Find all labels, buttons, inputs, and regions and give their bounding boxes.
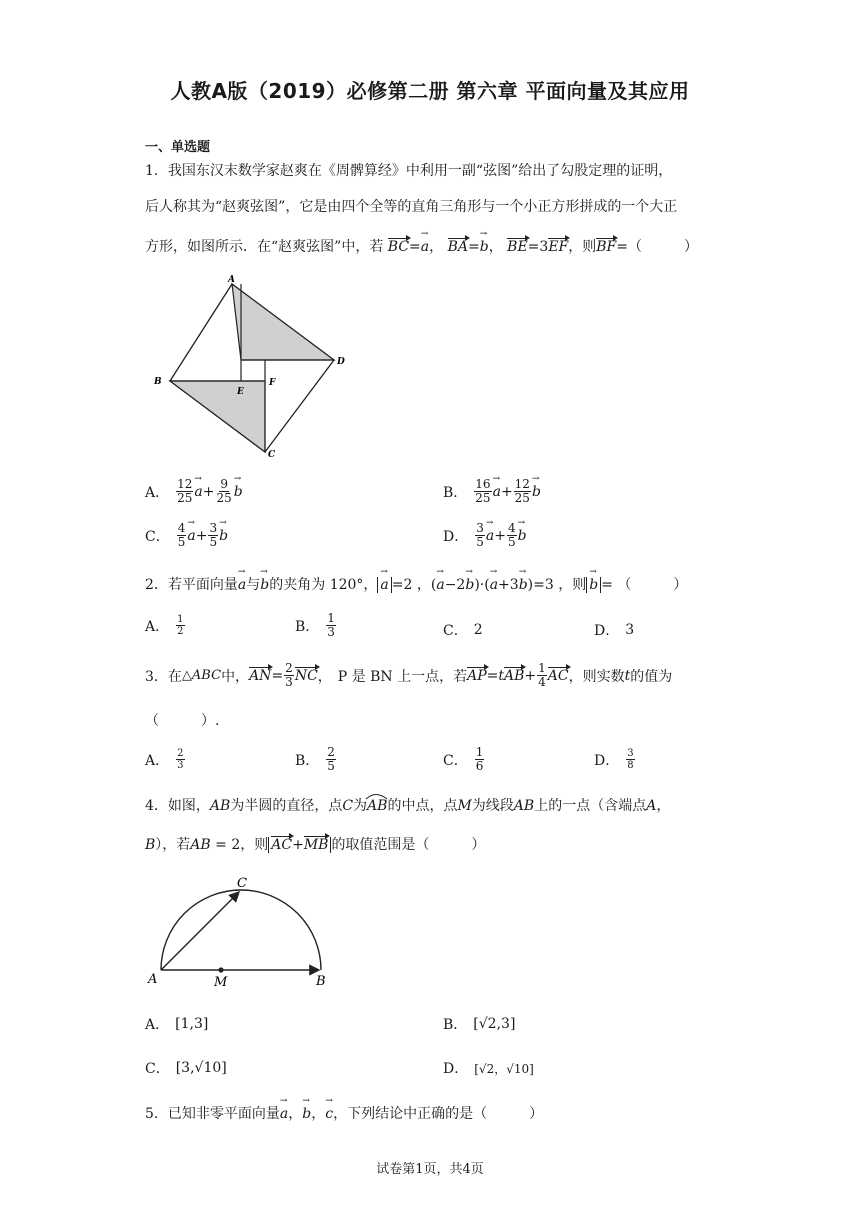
denominator: 3	[327, 625, 335, 639]
page-title: 人教A版（2019）必修第二册 第六章 平面向量及其应用	[170, 79, 690, 103]
denominator: 2	[177, 626, 184, 637]
option-label: D．	[594, 623, 620, 639]
fraction	[626, 748, 634, 771]
option-label: C．	[443, 752, 468, 769]
option-label: B．	[443, 1017, 468, 1033]
option-label: D．	[443, 528, 469, 545]
vec-ac: AC	[547, 667, 569, 684]
q3-stem: 3．在 △ABC 中， AN = $\frac{2}{3}$ NC ， P 是 BN 上一点，若 AP = t AB + $\frac{1}{4}$ AC ，则实数 t 的值为	[145, 661, 673, 689]
vec-a: a →	[421, 239, 429, 255]
fraction	[475, 746, 485, 773]
vec-b: b →	[480, 239, 489, 255]
numerator: 1	[475, 745, 484, 759]
fraction	[474, 478, 491, 505]
option-label: D．	[594, 752, 620, 769]
option-label: C．	[145, 528, 170, 545]
q1-option-c[interactable]: C． $\frac{4}{5}$ a → + $\frac{3}{5}$ b →	[145, 522, 228, 549]
option-label: A．	[145, 484, 170, 501]
q2-text: =2 ，	[391, 577, 431, 593]
q4-line-1: 4．如图，AB为半圆的直径，点C为AB 的中点，点M为线段AB上的一点（含端点A，	[145, 795, 670, 815]
numerator: 12	[514, 477, 530, 491]
denominator: 5	[507, 535, 516, 549]
shaded-triangle-bottom	[170, 381, 265, 452]
q4-option-a[interactable]	[145, 1014, 208, 1034]
vec-a: a →	[238, 577, 246, 593]
abs-ac-mb: AC+MB	[268, 837, 331, 853]
q1-line-1: 1．我国东汉末数学家赵爽在《周髀算经》中利用一副“弦图”给出了勾股定理的证明，	[145, 163, 673, 179]
vec-b: b →	[219, 528, 228, 544]
q4-text: ，则	[240, 837, 269, 853]
point-m	[218, 967, 223, 972]
denominator: 5	[476, 535, 484, 549]
fraction: $\frac{1}{4}$	[538, 661, 546, 689]
label-b: B	[154, 377, 162, 387]
vec-b: b →	[234, 484, 243, 500]
q4-text: 为半圆的直径，点	[230, 798, 343, 814]
option-label: B．	[443, 484, 468, 501]
q3-option-c[interactable]	[443, 746, 485, 773]
q3-text: P 是 BN 上一点，若	[337, 668, 468, 685]
fraction: $\frac{2}{3}$	[285, 661, 293, 689]
option-label: A．	[145, 618, 170, 635]
q4-option-d[interactable]	[443, 1058, 534, 1078]
q1-option-a[interactable]: A． $\frac{12}{25}$ a → + $\frac{9}{25}$ b →	[145, 478, 243, 505]
q3-text: 中，	[221, 668, 250, 685]
numerator: 2	[177, 748, 184, 759]
fraction	[176, 748, 184, 771]
vec-ef: EF	[548, 239, 569, 255]
q2-option-a[interactable]	[145, 614, 186, 637]
q1-option-b[interactable]: B． $\frac{16}{25}$ a → + $\frac{12}{25}$ b →	[443, 478, 541, 505]
option-value: [3,√10]	[175, 1060, 227, 1076]
abs-b: b →	[586, 577, 601, 593]
numerator: 1	[177, 614, 184, 625]
vec-a: a →	[187, 528, 195, 544]
option-label: B．	[295, 752, 320, 769]
label-a: A	[148, 972, 158, 987]
denominator: 5	[177, 535, 186, 549]
vec-bc: BC	[387, 239, 410, 255]
q4-text: 为线段	[471, 798, 514, 814]
q3-option-d[interactable]	[594, 748, 636, 771]
fraction	[475, 522, 485, 549]
q3-text: ，则实数	[568, 668, 625, 685]
q4-text: 的中点，点	[387, 798, 458, 814]
fraction	[216, 478, 233, 505]
numerator: 16	[475, 477, 491, 491]
option-label: C．	[443, 623, 468, 639]
q1-paren: （ ）	[628, 239, 698, 255]
numerator: 4	[507, 521, 516, 535]
vector-ac	[161, 892, 239, 970]
option-value: 3	[625, 622, 635, 638]
vec-bf: BF	[596, 239, 617, 255]
q2-text: 与	[246, 577, 261, 593]
denominator: 5	[327, 759, 335, 773]
q3-option-b[interactable]	[295, 746, 337, 773]
q2-text: 2．若平面向量	[145, 577, 238, 593]
option-value: [√2，√10]	[474, 1061, 534, 1076]
label-c: C	[268, 450, 276, 460]
vec-a: a →	[493, 484, 501, 500]
q2-stem: 2．若平面向量a →与b →的夹角为 120°， a → =2 ，(a →−2b →)·(a →+3b →)=3 ，则 b → = （ ）	[145, 574, 687, 594]
numerator: 3	[627, 748, 634, 759]
fraction	[177, 522, 187, 549]
fraction	[507, 522, 517, 549]
q3-option-a[interactable]	[145, 748, 186, 771]
q4-line-2: B），若AB = 2，则 AC+MB 的取值范围是（ ）	[145, 837, 486, 853]
vec-b: b →	[532, 484, 541, 500]
label-f: F	[269, 378, 276, 388]
q1-line-3: 方形，如图所示．在“赵爽弦图”中，若 BC=a →， BA=b →， BE=3EF，则BF=（ ）	[145, 236, 698, 256]
label-e: E	[237, 387, 244, 397]
denominator: 8	[627, 760, 634, 771]
denominator: 5	[209, 535, 218, 549]
label-c: C	[237, 876, 247, 891]
q1-line-2: 后人称其为“赵爽弦图”，它是由四个全等的直角三角形与一个小正方形拼成的一个大正	[145, 199, 678, 215]
arc-ab: AB	[367, 798, 387, 814]
vec-a: a →	[486, 528, 494, 544]
q1-tail: ，则	[568, 239, 597, 255]
q2-text: =3 ，则	[533, 577, 587, 593]
fraction	[514, 478, 531, 505]
option-value: 2	[473, 622, 483, 638]
fraction	[208, 522, 218, 549]
semicircle-figure	[145, 872, 345, 992]
denominator: 3	[177, 760, 184, 771]
q1-option-d[interactable]: D． $\frac{3}{5}$ a → + $\frac{4}{5}$ b →	[443, 522, 527, 549]
fraction	[176, 478, 193, 505]
denominator: 25	[216, 491, 232, 505]
q1-line-3-text: 方形，如图所示．在“赵爽弦图”中，若	[145, 239, 384, 255]
q4-text: 4．如图，	[145, 798, 210, 814]
section-heading: 一、单选题	[145, 140, 211, 155]
option-value: [√2,3]	[473, 1016, 516, 1032]
vec-an: AN	[249, 667, 272, 684]
q5-text: ，下列结论中正确的是（ ）	[333, 1106, 544, 1122]
q4-option-b[interactable]	[443, 1014, 515, 1034]
q3-text: 3．在	[145, 668, 182, 685]
numerator: 2	[327, 745, 335, 759]
q2-option-d[interactable]	[594, 620, 634, 640]
q2-text: 的夹角为 120°，	[269, 577, 378, 593]
numerator: 3	[209, 521, 218, 535]
q4-option-c[interactable]	[145, 1058, 227, 1078]
vec-b: b →	[518, 528, 527, 544]
q2-option-c[interactable]	[443, 620, 483, 640]
q4-text: 为	[353, 798, 368, 814]
label-m: M	[214, 975, 228, 990]
q4-text: ），若	[155, 837, 191, 853]
option-value: [1,3]	[175, 1016, 209, 1032]
shaded-triangle-top	[232, 284, 334, 360]
denominator: 25	[177, 491, 193, 505]
abs-a: a →	[377, 577, 391, 593]
label-b: B	[316, 974, 326, 989]
vec-ap: AP	[467, 667, 487, 684]
fraction	[326, 746, 336, 773]
vec-ba: BA	[447, 239, 468, 255]
option-label: C．	[145, 1061, 170, 1077]
numerator: 3	[476, 521, 484, 535]
q2-option-b[interactable]	[295, 612, 337, 639]
numerator: 1	[327, 611, 335, 625]
q4-text: 上的一点（含端点	[534, 798, 647, 814]
vec-nc: NC	[294, 667, 318, 684]
option-label: A．	[145, 1017, 170, 1033]
semicircle-arc	[161, 890, 321, 970]
fraction	[176, 614, 184, 637]
label-d: D	[337, 357, 345, 367]
zhao-shuang-figure	[148, 272, 358, 462]
option-label: A．	[145, 752, 170, 769]
denominator: 25	[475, 491, 491, 505]
vec-be: BE	[507, 239, 528, 255]
denominator: 6	[475, 759, 484, 773]
denominator: 25	[514, 491, 530, 505]
q5-stem: 5．已知非零平面向量a →，b →，c →，下列结论中正确的是（ ）	[145, 1103, 543, 1123]
numerator: 4	[177, 521, 186, 535]
q2-paren: （ ）	[617, 577, 688, 593]
option-label: B．	[295, 618, 320, 635]
q5-text: 5．已知非零平面向量	[145, 1106, 280, 1122]
q3-line-2: （ ）.	[145, 713, 220, 729]
fraction	[326, 612, 336, 639]
numerator: 9	[220, 477, 228, 491]
triangle-abc: △ABC	[181, 668, 222, 683]
q4-text: 的取值范围是（ ）	[331, 837, 486, 853]
vec-b: b →	[260, 577, 269, 593]
label-a: A	[228, 275, 235, 285]
q2-text: =	[601, 577, 613, 593]
numerator: 12	[177, 477, 193, 491]
q3-text: 的值为	[630, 668, 673, 685]
vec-ab: AB	[504, 667, 525, 684]
option-label: D．	[443, 1061, 469, 1077]
vec-a: a →	[194, 484, 202, 500]
page-footer: 试卷第1页，共4页	[376, 1162, 484, 1177]
